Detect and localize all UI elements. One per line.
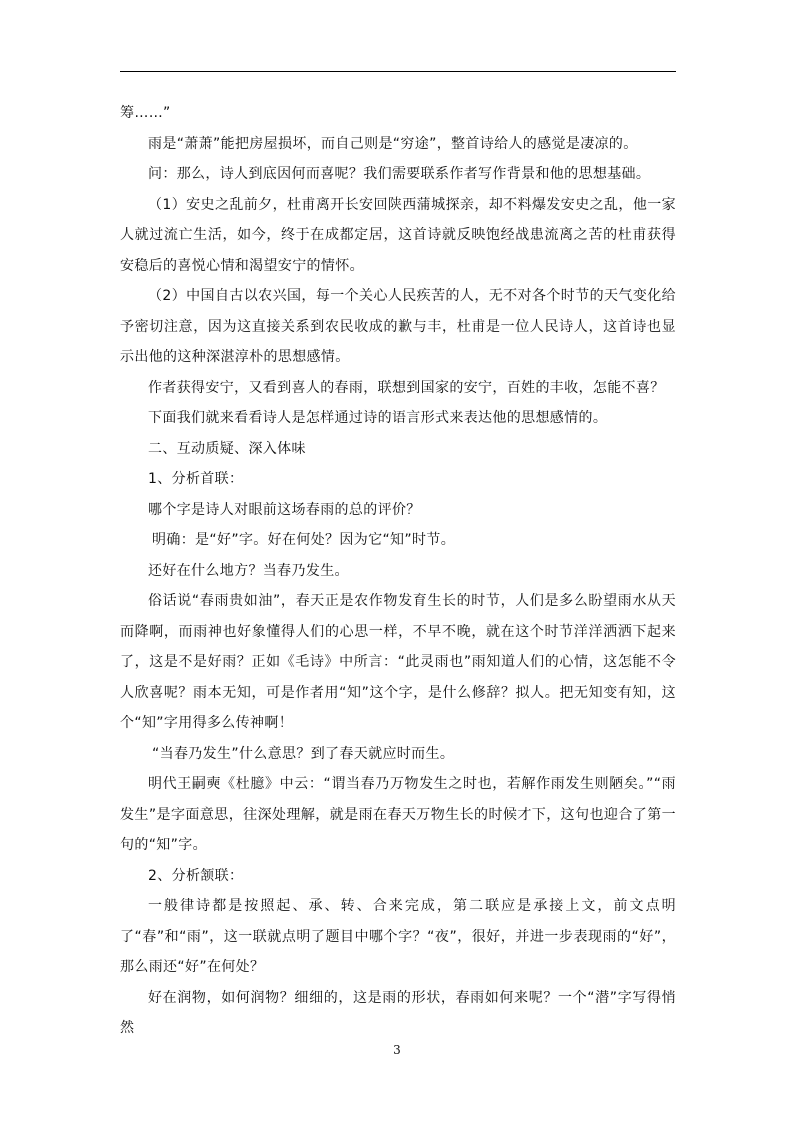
subsection-heading: 1、分析首联： bbox=[148, 471, 244, 487]
paragraph: 下面我们就来看看诗人是怎样通过诗的语言形式来表达他的思想感情的。 bbox=[148, 410, 608, 426]
paragraph: “当春乃发生”什么意思？到了春天就应时而生。 bbox=[152, 745, 455, 762]
paragraph: 俗话说“春雨贵如油”，春天正是农作物发育生长的时节，人们是多么盼望雨水从天而降啊，而雨神也好象懂得人们的心思一样，不早不晚，就在这个时节洋洋洒洒下起来了，这是不是好雨？正如《毛诗》中所言：“此灵雨也”雨知道人们的心情，这怎能不令人欣喜呢？雨本无知，可是作者用“知”这个字，是什么修辞？拟人。把无知变有知，这个“知”字用得多么传神啊！ bbox=[120, 593, 676, 731]
paragraph: （2）中国自古以农兴国，每一个关心人民疾苦的人，无不对各个时节的天气变化给予密切注意，因为这直接关系到农民收成的歉与丰，杜甫是一位人民诗人，这首诗也显示出他的这种深湛淳朴的思想感情。 bbox=[120, 288, 676, 365]
paragraph: 作者获得安宁，又看到喜人的春雨，联想到国家的安宁，百姓的丰收，怎能不喜？ bbox=[148, 379, 665, 396]
paragraph: 筹……” bbox=[120, 105, 171, 121]
document-body bbox=[120, 98, 676, 1044]
paragraph: （1）安史之乱前夕，杜甫离开长安回陕西蒲城探亲，却不料爆发安史之乱，他一家人就过流亡生活，如今，终于在成都定居，这首诗就反映饱经战患流离之苦的杜甫获得安稳后的喜悦心情和渴望安宁的情怀。 bbox=[120, 196, 676, 274]
paragraph: 好在润物，如何润物？细细的，这是雨的形状，春雨如何来呢？一个“潜”字写得悄然 bbox=[120, 989, 676, 1036]
paragraph: 还好在什么地方？当春乃发生。 bbox=[148, 562, 349, 579]
paragraph: 哪个字是诗人对眼前这场春雨的总的评价？ bbox=[148, 501, 421, 518]
section-heading: 二、互动质疑、深入体味 bbox=[148, 440, 306, 457]
page-number: 3 bbox=[393, 1043, 401, 1057]
paragraph: 明确：是“好”字。好在何处？因为它“知”时节。 bbox=[152, 532, 456, 548]
paragraph: 雨是“萧萧”能把房屋损坏，而自己则是“穷途”，整首诗给人的感觉是凄凉的。 bbox=[148, 135, 638, 152]
header-rule bbox=[120, 71, 676, 72]
paragraph: 问：那么，诗人到底因何而喜呢？我们需要联系作者写作背景和他的思想基础。 bbox=[148, 166, 651, 182]
paragraph: 一般律诗都是按照起、承、转、合来完成，第二联应是承接上文，前文点明了“春”和“雨”，这一联就点明了题目中哪个字？“夜”，很好，并进一步表现雨的“好”，那么雨还“好”在何处？ bbox=[120, 898, 676, 975]
paragraph: 明代王嗣奭《杜臆》中云：“谓当春乃万物发生之时也，若解作雨发生则陋矣。”“雨发生”是字面意思，往深处理解，就是雨在春天万物生长的时候才下，这句也迎合了第一句的“知”字。 bbox=[120, 776, 676, 853]
subsection-heading: 2、分析颔联： bbox=[148, 867, 244, 884]
